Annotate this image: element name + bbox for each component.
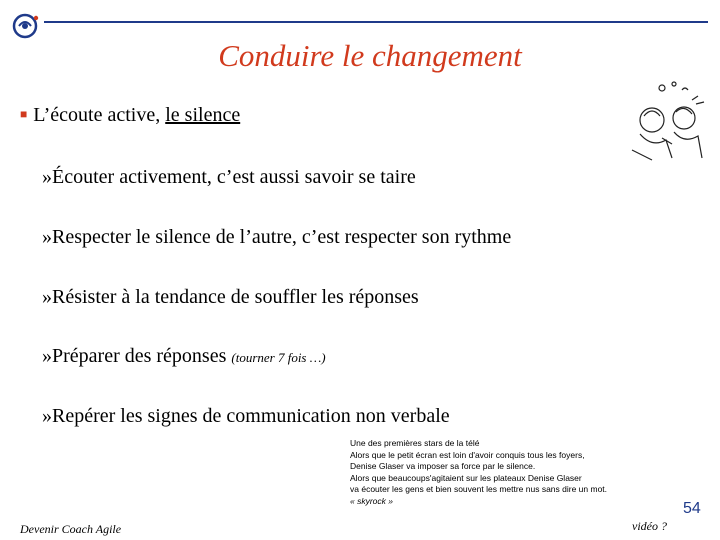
slide-title: Conduire le changement <box>218 38 522 73</box>
section-underlined: le silence <box>165 104 241 126</box>
video-link[interactable]: vidéo ? <box>632 519 667 533</box>
quote-line: Alors que le petit écran est loin d'avoir conquis tous les foyers, <box>350 449 585 460</box>
item-text: Résister à la tendance de souffler les réponses <box>52 286 419 308</box>
square-bullet-icon: ■ <box>20 107 28 121</box>
quote-line: Denise Glaser va imposer sa force par le silence. <box>350 461 536 471</box>
quote-source: « skyrock » <box>350 495 393 506</box>
list-item <box>42 286 419 309</box>
list-item <box>42 345 326 368</box>
item-marker: » <box>42 286 52 308</box>
section-heading <box>20 104 240 127</box>
list-item <box>42 226 511 249</box>
logo-icon <box>10 10 44 40</box>
item-text: Préparer des réponses <box>52 345 232 367</box>
item-marker: » <box>42 226 52 248</box>
quote-block <box>350 438 690 507</box>
quote-line: Alors que beaucoups'agitaient sur les plateaux Denise Glaser <box>350 472 582 483</box>
footer-title: Devenir Coach Agile <box>20 522 122 536</box>
quote-line: Une des premières stars de la télé <box>350 438 480 448</box>
item-note: (tourner 7 fois …) <box>231 350 326 365</box>
page-number: 54 <box>683 500 701 517</box>
item-marker: » <box>42 405 52 427</box>
item-marker: » <box>42 166 52 188</box>
item-text: Repérer les signes de communication non verbale <box>52 405 450 427</box>
thinking-figures-illustration <box>622 78 714 164</box>
list-item <box>42 166 416 189</box>
item-marker: » <box>42 345 52 367</box>
header-rule <box>44 21 708 23</box>
section-prefix: L’écoute active, <box>33 104 166 126</box>
quote-line: va écouter les gens et bien souvent les mettre nus sans dire un mot. <box>350 484 608 494</box>
item-text: Respecter le silence de l’autre, c’est respecter son rythme <box>52 226 512 248</box>
item-text: Écouter activement, c’est aussi savoir se taire <box>52 166 416 188</box>
list-item <box>42 405 450 428</box>
